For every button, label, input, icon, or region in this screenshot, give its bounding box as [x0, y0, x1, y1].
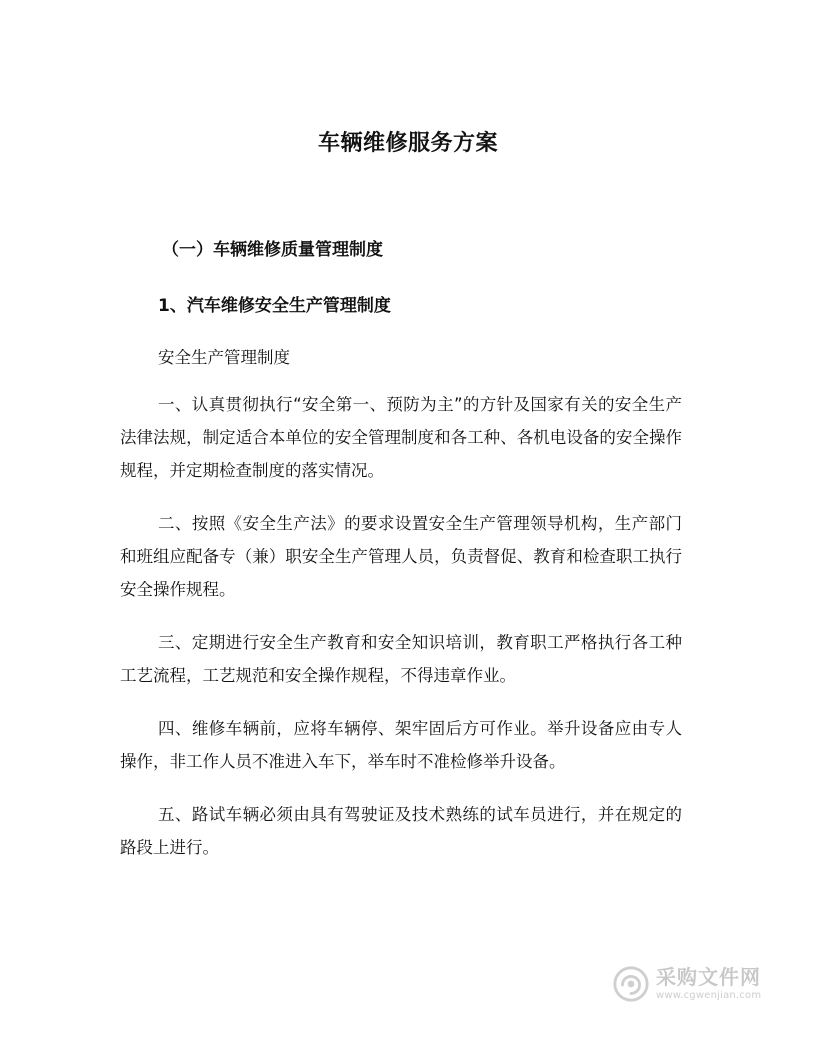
paragraph: 安全生产管理制度	[158, 348, 290, 367]
paragraph: 五、路试车辆必须由具有驾驶证及技术熟练的试车员进行，并在规定的路段上进行。	[120, 805, 682, 857]
section-heading: （一）车辆维修质量管理制度	[162, 240, 383, 260]
paragraph: 二、按照《安全生产法》的要求设置安全生产管理领导机构，生产部门和班组应配备专（兼）职安全生产管理人员，负责督促、教育和检查职工执行安全操作规程。	[120, 514, 682, 599]
paragraph: 一、认真贯彻执行“安全第一、预防为主”的方针及国家有关的安全生产法律法规，制定适合本单位的安全管理制度和各工种、各机电设备的安全操作规程，并定期检查制度的落实情况。	[120, 395, 682, 480]
watermark-text	[656, 967, 761, 1001]
site-watermark	[612, 962, 782, 1006]
cgwenjian-logo-icon	[612, 965, 650, 1003]
document-title: 车辆维修服务方案	[317, 130, 498, 156]
watermark-url: www.cgwenjian.com	[656, 990, 762, 1001]
document-body	[120, 235, 682, 884]
paragraph: 四、维修车辆前，应将车辆停、架牢固后方可作业。举升设备应由专人操作，非工作人员不准进入车下，举车时不准检修举升设备。	[120, 719, 682, 771]
paragraph: 三、定期进行安全生产教育和安全知识培训，教育职工严格执行各工种工艺流程，工艺规范和安全操作规程，不得违章作业。	[120, 633, 682, 685]
sub-heading: 1、汽车维修安全生产管理制度	[158, 296, 391, 316]
watermark-name: 采购文件网	[656, 965, 761, 989]
